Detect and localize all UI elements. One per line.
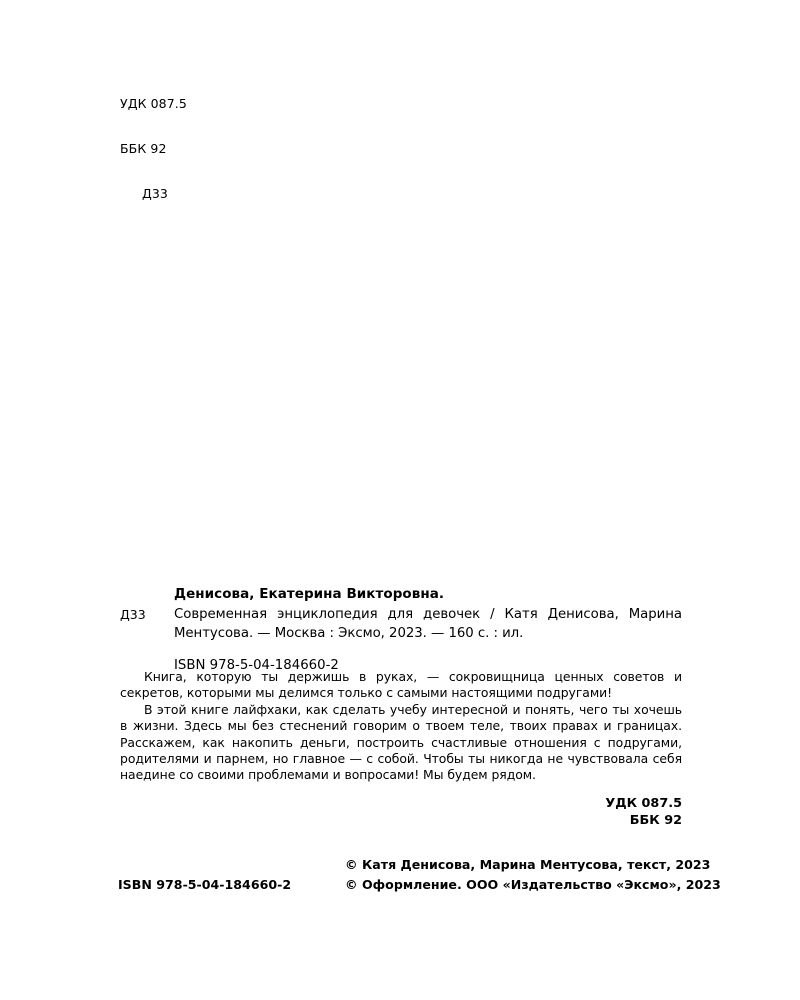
bibliographic-record xyxy=(120,585,682,675)
annotation-paragraph-2: В этой книге лайфхаки, как сделать учебу интересной и понять, чего ты хочешь в жизни. Здесь мы без стеснений говорим о твоем теле, твоих правах и границах. Расскажем, как накопить деньги, построить счастливые отношения с подругами, родителями и парнем, но главное — с собой. Чтобы ты никогда не чувствовала себя наедине со своими проблемами и вопросами! Мы будем рядом. xyxy=(120,701,682,783)
udk-code-top: УДК 087.5 xyxy=(120,96,187,111)
bbk-code-top: ББК 92 xyxy=(120,141,167,156)
classification-codes-bottom xyxy=(605,795,682,829)
record-isbn: ISBN 978-5-04-184660-2 xyxy=(174,658,339,673)
record-sigla: Д33 xyxy=(120,607,146,622)
bbk-code-bottom: ББК 92 xyxy=(629,813,682,828)
copyright-block xyxy=(345,855,721,895)
sigla-code-top: Д33 xyxy=(142,186,168,201)
record-title: Современная энциклопедия для девочек / Катя Денисова, Марина Ментусова. — Москва : Эксмо, 2023. — 160 с. : ил. xyxy=(174,607,682,641)
record-author: Денисова, Екатерина Викторовна. xyxy=(174,586,445,602)
copyright-line-authors: © Катя Денисова, Марина Ментусова, текст, 2023 xyxy=(345,857,711,872)
record-body xyxy=(120,606,682,643)
isbn-bottom: ISBN 978-5-04-184660-2 xyxy=(118,877,292,892)
copyright-line-publisher: © Оформление. ООО «Издательство «Эксмо», 2023 xyxy=(345,877,721,892)
classification-codes-top xyxy=(120,66,187,231)
udk-code-bottom: УДК 087.5 xyxy=(605,796,682,811)
annotation-paragraph-1: Книга, которую ты держишь в руках, — сокровищница ценных советов и секретов, которыми мы делимся только с самыми настоящими подругами! xyxy=(120,669,682,701)
annotation-block xyxy=(120,669,682,784)
